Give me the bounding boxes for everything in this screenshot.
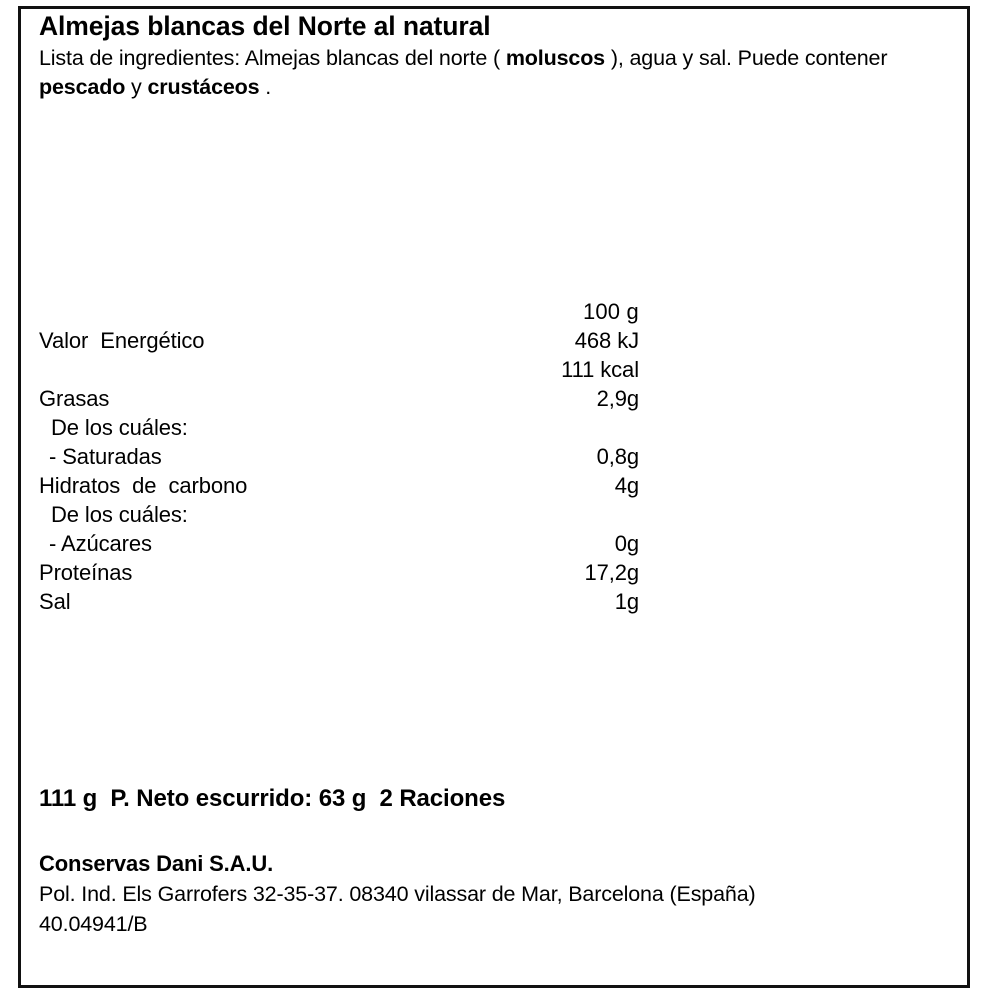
table-row xyxy=(39,442,639,471)
registration-number: 40.04941/B xyxy=(39,912,148,936)
nutrient-value: 111 kcal xyxy=(561,357,639,382)
nutrient-value: 0g xyxy=(614,531,639,556)
nutrition-header-row xyxy=(39,297,639,326)
table-row xyxy=(39,355,639,384)
table-row xyxy=(39,500,639,529)
nutrient-label: - Saturadas xyxy=(49,444,162,469)
allergen-moluscos: moluscos xyxy=(505,46,605,70)
table-row xyxy=(39,471,639,500)
nutrient-value: 1g xyxy=(614,589,639,614)
allergen-pescado: pescado xyxy=(39,75,126,99)
manufacturer-name: Conservas Dani S.A.U. xyxy=(39,851,274,876)
allergen-crustaceos: crustáceos xyxy=(147,75,260,99)
nutrient-label: Valor Energético xyxy=(39,328,205,353)
table-row xyxy=(39,587,639,616)
table-row xyxy=(39,326,639,355)
label-content xyxy=(21,9,967,985)
ingredients-list xyxy=(39,44,949,102)
table-row xyxy=(39,529,639,558)
nutrient-value: 468 kJ xyxy=(574,328,639,353)
nutrient-label: De los cuáles: xyxy=(51,502,188,527)
net-weight-line: 111 g P. Neto escurrido: 63 g 2 Raciones xyxy=(39,785,506,812)
ingredients-conjunction: y xyxy=(125,75,148,99)
table-row xyxy=(39,558,639,587)
nutrition-rows xyxy=(39,326,639,616)
nutrient-label: Proteínas xyxy=(39,560,133,585)
nutrient-value: 0,8g xyxy=(596,444,639,469)
nutrition-label-frame xyxy=(18,6,970,988)
nutrient-label: - Azúcares xyxy=(49,531,152,556)
ingredients-tail-text: . xyxy=(259,75,272,99)
manufacturer-address: Pol. Ind. Els Garrofers 32-35-37. 08340 vilassar de Mar, Barcelona (España) xyxy=(39,882,756,906)
ingredients-mid-text: ), agua y sal. Puede contener xyxy=(605,46,888,70)
table-row xyxy=(39,413,639,442)
nutrient-label: De los cuáles: xyxy=(51,415,188,440)
nutrient-label: Hidratos de carbono xyxy=(39,473,248,498)
nutrient-label: Sal xyxy=(39,589,71,614)
nutrition-table xyxy=(39,297,639,616)
table-row xyxy=(39,384,639,413)
nutrient-value: 4g xyxy=(614,473,639,498)
ingredients-lead-text: Lista de ingredientes: Almejas blancas del norte ( xyxy=(39,46,506,70)
page-title: Almejas blancas del Norte al natural xyxy=(39,11,491,41)
serving-size-header: 100 g xyxy=(582,299,639,324)
nutrient-label: Grasas xyxy=(39,386,110,411)
nutrient-value: 2,9g xyxy=(596,386,639,411)
nutrient-value: 17,2g xyxy=(584,560,639,585)
manufacturer-block xyxy=(39,849,756,939)
